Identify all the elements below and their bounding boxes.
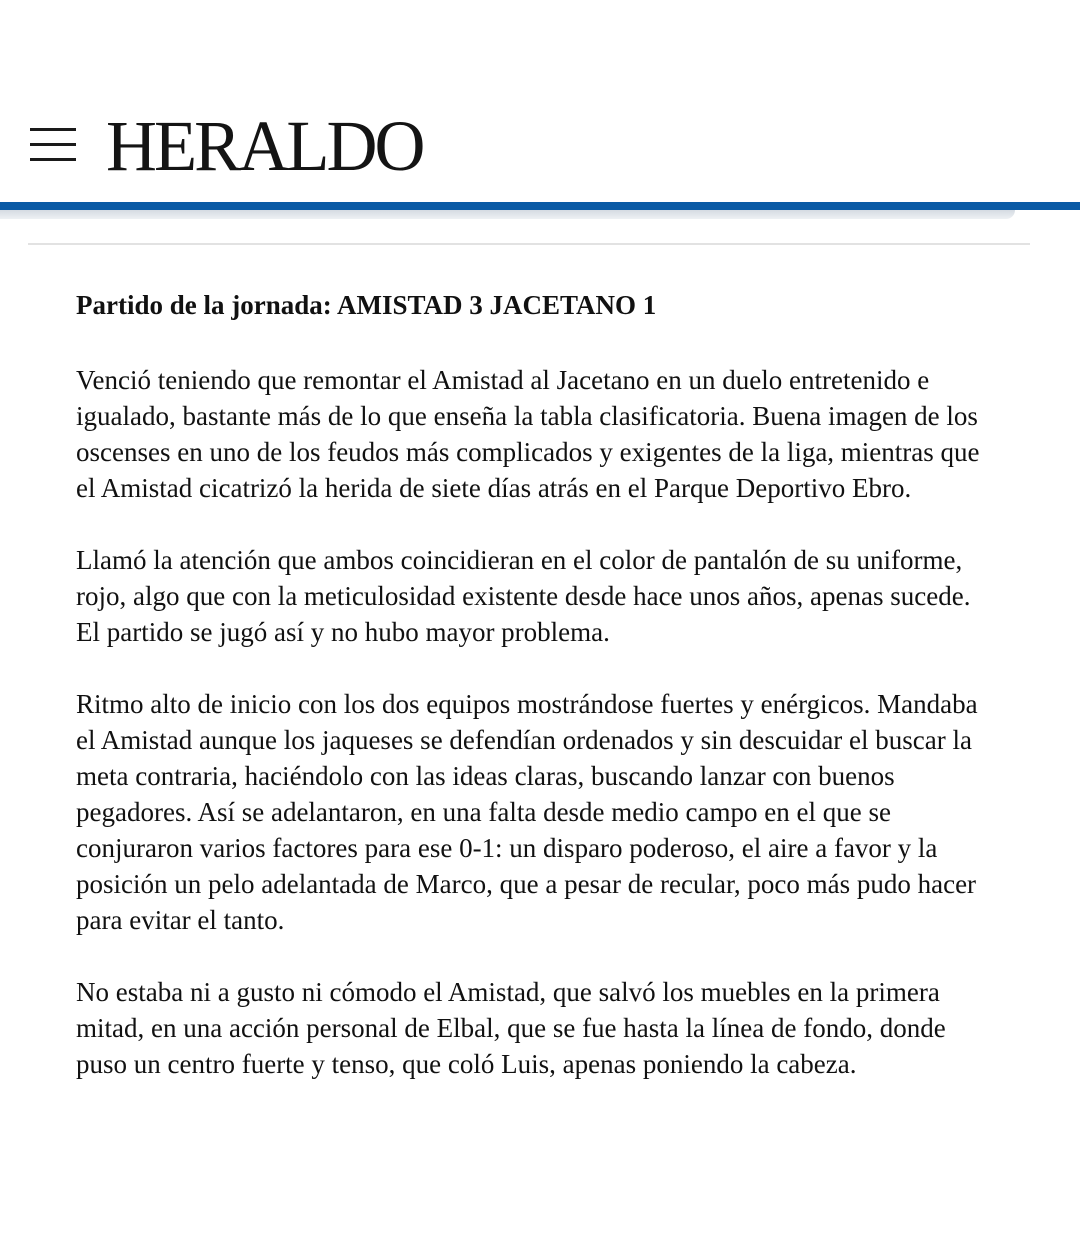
article-paragraph: Venció teniendo que remontar el Amistad al Jacetano en un duelo entretenido e igualado, bastante más de lo que enseña la tabla clasificatoria. Buena imagen de los oscenses en uno de los feudos más complicados y exigentes de la liga, mientras que el Amistad cicatrizó la herida de siete días atrás en el Parque Deportivo Ebro. (76, 365, 980, 503)
menu-line (30, 128, 76, 131)
hamburger-menu-icon[interactable] (30, 125, 78, 165)
article-body (76, 285, 996, 1118)
menu-line (30, 158, 76, 161)
menu-line (30, 143, 76, 146)
article-paragraph: Llamó la atención que ambos coincidieran en el color de pantalón de su uniforme, rojo, algo que con la meticulosidad existente desde hace unos años, apenas sucede. El partido se jugó así y no hubo mayor problema. (76, 545, 971, 647)
site-logo[interactable]: HERALDO (106, 106, 423, 186)
divider (28, 243, 1030, 245)
site-header (0, 0, 1080, 210)
header-accent-bar (0, 202, 1080, 210)
header-shadow (0, 210, 1015, 219)
article-paragraph: No estaba ni a gusto ni cómodo el Amistad, que salvó los muebles en la primera mitad, en una acción personal de Elbal, que se fue hasta la línea de fondo, donde puso un centro fuerte y tenso, que coló Luis, apenas poniendo la cabeza. (76, 977, 946, 1079)
article-title: Partido de la jornada: AMISTAD 3 JACETANO 1 (76, 290, 657, 320)
article-paragraph: Ritmo alto de inicio con los dos equipos mostrándose fuertes y enérgicos. Mandaba el Amistad aunque los jaqueses se defendían ordenados y sin descuidar el buscar la meta contraria, haciéndolo con las ideas claras, buscando lanzar con buenos pegadores. Así se adelantaron, en una falta desde medio campo en el que se conjuraron varios factores para ese 0-1: un disparo poderoso, el aire a favor y la posición un pelo adelantada de Marco, que a pesar de recular, poco más pudo hacer para evitar el tanto. (76, 689, 978, 935)
